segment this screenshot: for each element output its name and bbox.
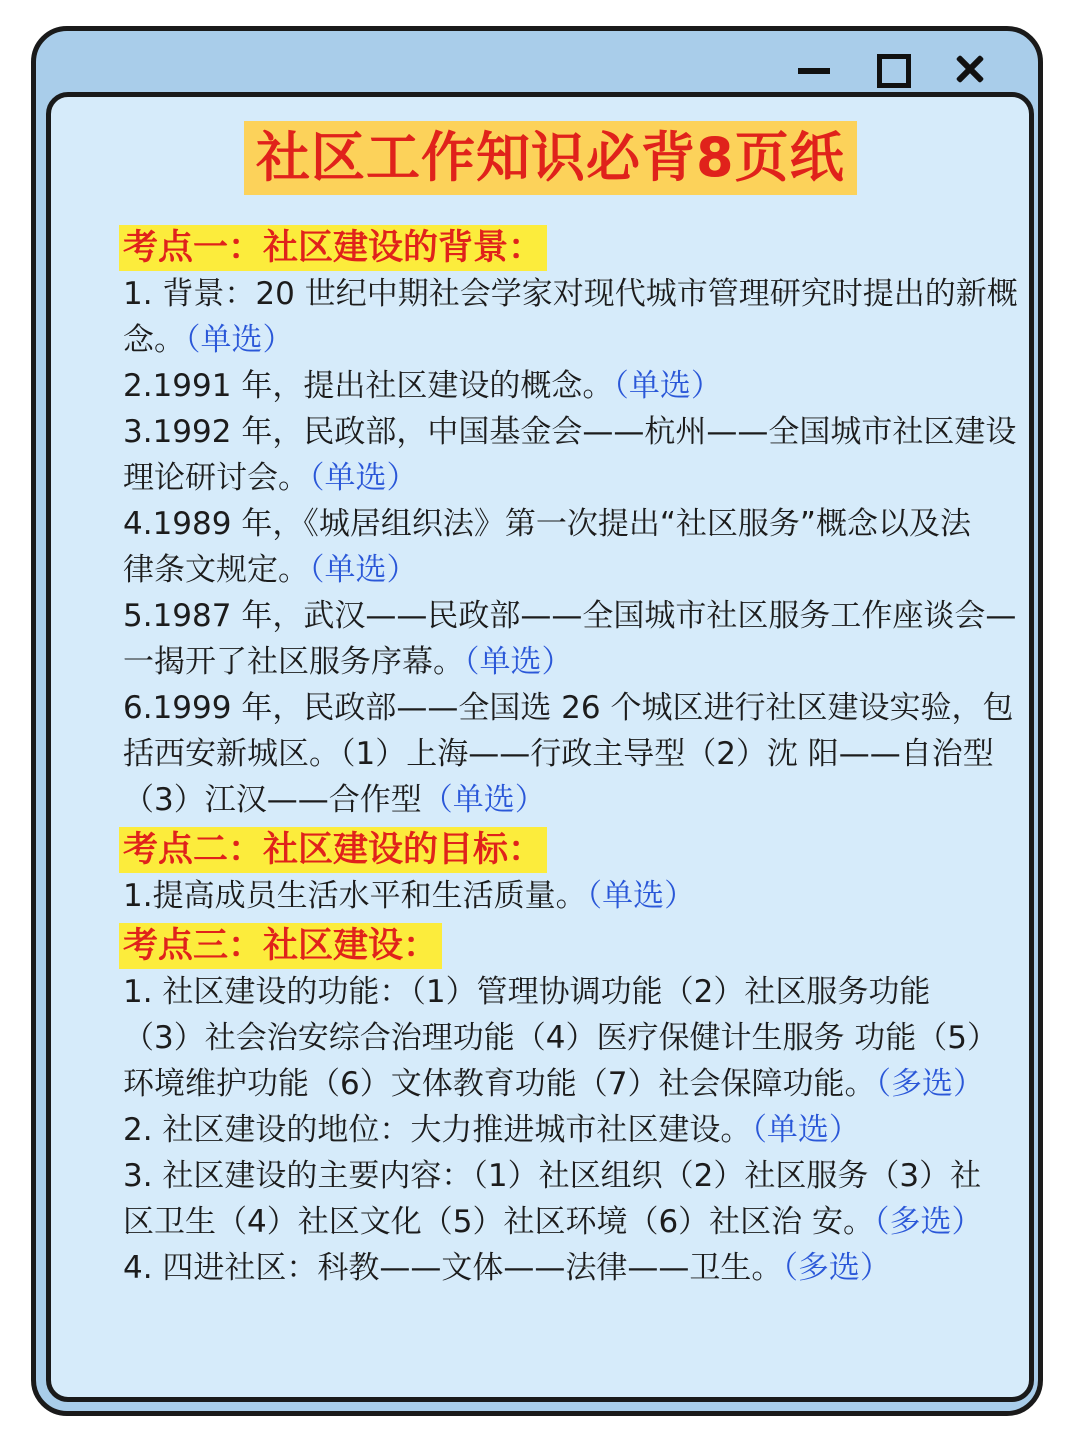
- question-type-tag: （单选）: [464, 644, 573, 680]
- minimize-icon[interactable]: [796, 51, 832, 87]
- note-line: 6.1999 年，民政部——全国选 26 个城区进行社区建设实验，包: [123, 690, 1014, 726]
- note-line: 4. 四进社区：科教——文体——法律——卫生。（多选）: [123, 1250, 891, 1286]
- note-line: （3）社会治安综合治理功能（4）医疗保健计生服务 功能（5）: [123, 1020, 999, 1056]
- question-type-tag: （多选）: [875, 1066, 984, 1102]
- question-type-tag: （单选）: [586, 878, 696, 914]
- section-3: [123, 923, 1034, 1291]
- section-heading: 考点二：社区建设的目标：: [119, 827, 547, 873]
- notes-content: [123, 225, 1034, 1291]
- note-line: 念。（单选）: [123, 322, 294, 358]
- question-type-tag: （单选）: [421, 782, 546, 818]
- page-title: 社区工作知识必背8页纸: [244, 121, 857, 195]
- question-type-tag: （单选）: [309, 460, 418, 496]
- note-line: 2. 社区建设的地位：大力推进城市社区建设。（单选）: [123, 1112, 860, 1148]
- content-panel: [46, 92, 1034, 1402]
- note-line: 4.1989 年，《城居组织法》第一次提出“社区服务”概念以及法: [123, 506, 971, 542]
- question-type-tag: （单选）: [751, 1112, 860, 1148]
- note-line: 5.1987 年，武汉——民政部——全国城市社区服务工作座谈会—: [123, 598, 1017, 634]
- note-line: 3. 社区建设的主要内容：（1）社区组织（2）社区服务（3）社: [123, 1158, 982, 1194]
- section-heading: 考点一：社区建设的背景：: [119, 225, 547, 271]
- note-line: 环境维护功能（6）文体教育功能（7）社会保障功能。（多选）: [123, 1066, 984, 1102]
- note-line: 1. 社区建设的功能：（1）管理协调功能（2）社区服务功能: [123, 974, 931, 1010]
- note-line: （3）江汉——合作型（单选）: [123, 782, 546, 818]
- close-icon[interactable]: [952, 51, 988, 87]
- question-type-tag: （单选）: [309, 552, 418, 588]
- section-heading: 考点三：社区建设：: [119, 923, 442, 969]
- note-line: 理论研讨会。（单选）: [123, 460, 418, 496]
- section-1: [123, 225, 1034, 823]
- section-2: [123, 827, 1034, 919]
- note-line: 一揭开了社区服务序幕。（单选）: [123, 644, 573, 680]
- maximize-icon[interactable]: [874, 51, 910, 87]
- note-line: 2.1991 年，提出社区建设的概念。（单选）: [123, 368, 722, 404]
- question-type-tag: （单选）: [185, 322, 294, 358]
- note-line: 律条文规定。（单选）: [123, 552, 418, 588]
- question-type-tag: （多选）: [782, 1250, 891, 1286]
- question-type-tag: （多选）: [874, 1204, 983, 1240]
- question-type-tag: （单选）: [613, 368, 722, 404]
- note-line: 区卫生（4）社区文化（5）社区环境（6）社区治 安。（多选）: [123, 1204, 983, 1240]
- note-line: 1. 背景：20 世纪中期社会学家对现代城市管理研究时提出的新概: [123, 276, 1018, 312]
- note-line: 括西安新城区。（1）上海——行政主导型（2）沈 阳——自治型: [123, 736, 994, 772]
- note-line: 3.1992 年，民政部，中国基金会——杭州——全国城市社区建设: [123, 414, 1017, 450]
- note-line: 1.提高成员生活水平和生活质量。（单选）: [123, 878, 696, 914]
- window-controls: [796, 51, 988, 87]
